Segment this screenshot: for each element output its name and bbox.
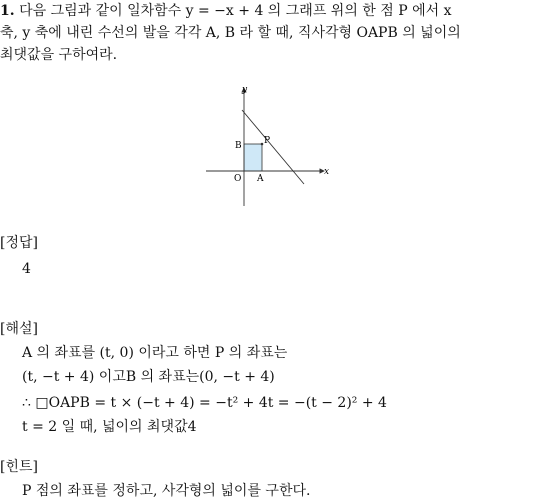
answer-value: 4 [22,261,31,277]
question-line-2: 축, y 축에 내린 수선의 발을 각각 A, B 라 할 때, 직사각형 OAPB 의 넓이의 [0,25,461,41]
label-a: A [257,174,264,184]
explanation-heading: [해설] [0,321,38,337]
question-number: 1. [0,3,15,19]
rectangle-oapb [244,144,262,171]
label-p: P [264,136,271,146]
explanation-line-3: ∴ □OAPB = t × (−t + 4) = −t² + 4t = −(t − 2)² + 4 [22,395,387,411]
label-y: y [242,85,248,95]
graph-figure [200,82,340,212]
explanation-line-2: (t, −t + 4) 이고B 의 좌표는(0, −t + 4) [22,369,275,385]
label-x: x [324,167,330,177]
question-line-1 [0,2,452,20]
explanation-line-4: t = 2 일 때, 넓이의 최댓값4 [22,419,197,435]
answer-heading: [정답] [0,235,38,251]
point-p [261,143,264,146]
label-o: O [234,174,242,184]
question-text-1: 다음 그림과 같이 일차함수 y = −x + 4 의 그래프 위의 한 점 P 에서 x [19,3,452,19]
explanation-line-1: A 의 좌표를 (t, 0) 이라고 하면 P 의 좌표는 [22,345,288,361]
hint-text: P 점의 좌표를 정하고, 사각형의 넓이를 구한다. [22,483,311,499]
hint-heading: [힌트] [0,459,38,475]
question-line-3: 최댓값을 구하여라. [0,47,118,63]
label-b: B [235,141,242,151]
